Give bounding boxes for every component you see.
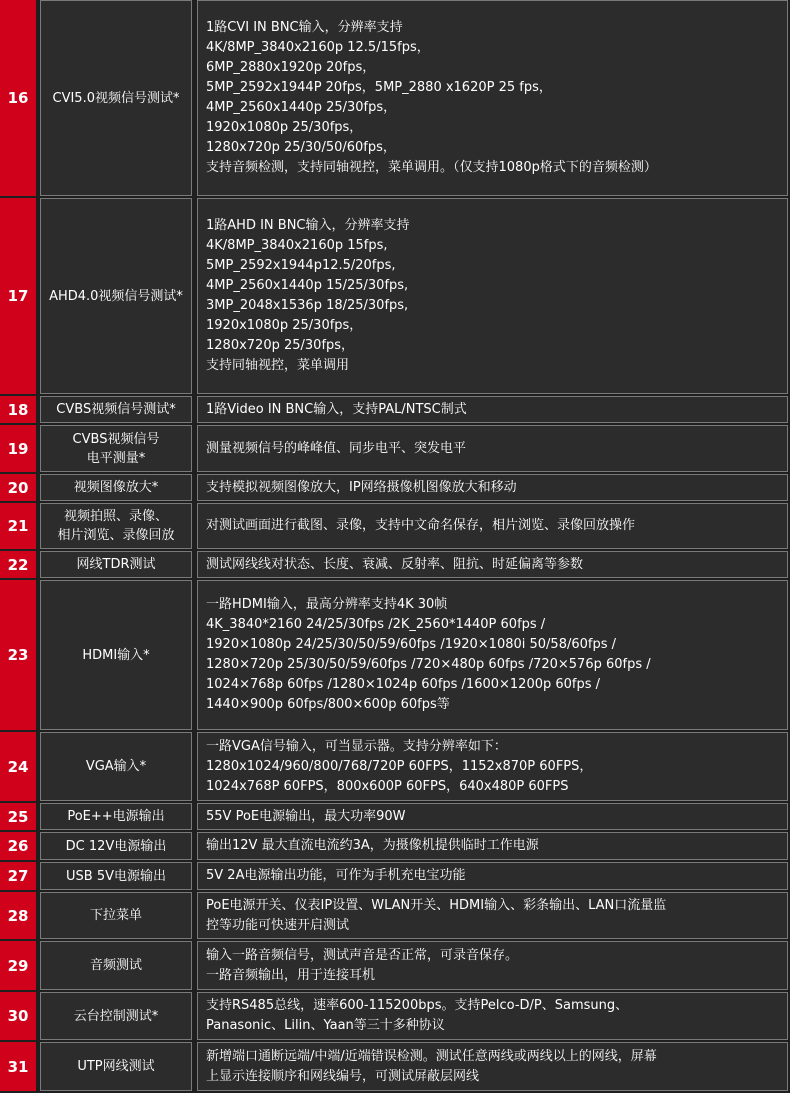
- feature-description: [197, 551, 788, 578]
- description-line: 输入一路音频信号，测试声音是否正常，可录音保存。: [206, 947, 519, 963]
- row-number: 25: [0, 803, 38, 830]
- description-line: 5MP_2592x1944p12.5/20fps,: [206, 258, 396, 273]
- description-line: 4K/8MP_3840x2160p 12.5/15fps，: [206, 40, 430, 55]
- description-line: 支持模拟视频图像放大，IP网络摄像机图像放大和移动: [206, 479, 517, 495]
- description-line: 4K_3840*2160 24/25/30fps /2K_2560*1440P 60fps /: [206, 617, 546, 632]
- table-row: [0, 396, 790, 425]
- feature-description: [197, 862, 788, 890]
- description-line: 新增端口通断远端/中端/近端错误检测。测试任意两线或两线以上的网线，屏幕: [206, 1048, 657, 1064]
- description-line: 上显示连接顺序和网线编号，可测试屏蔽层网线: [206, 1068, 480, 1084]
- feature-name: CVI5.0视频信号测试*: [40, 0, 192, 196]
- feature-description: [197, 503, 788, 549]
- table-row: [0, 551, 790, 580]
- row-number: 29: [0, 941, 38, 990]
- description-line: 1路CVI IN BNC输入，分辨率支持: [206, 20, 403, 35]
- feature-description: [197, 732, 788, 801]
- feature-name: CVBS视频信号测试*: [40, 396, 192, 423]
- feature-name: UTP网线测试: [40, 1042, 192, 1091]
- table-row: [0, 503, 790, 551]
- description-line: 1920x1080p 25/30fps，: [206, 318, 363, 333]
- feature-description: [197, 803, 788, 830]
- feature-description: [197, 198, 788, 394]
- description-line: 1路Video IN BNC输入，支持PAL/NTSC制式: [206, 401, 467, 417]
- description-line: 4MP_2560x1440p 25/30fps，: [206, 100, 397, 115]
- feature-description: [197, 580, 788, 730]
- description-line: 5V 2A电源输出功能，可作为手机充电宝功能: [206, 868, 466, 883]
- table-row: [0, 0, 790, 198]
- row-number: 30: [0, 992, 38, 1040]
- feature-description: [197, 0, 788, 196]
- description-line: 控等功能可快速开启测试: [206, 917, 350, 933]
- feature-description: [197, 892, 788, 939]
- feature-name: PoE++电源输出: [40, 803, 192, 830]
- description-line: 一路HDMI输入，最高分辨率支持4K 30帧: [206, 597, 448, 612]
- feature-description: [197, 474, 788, 501]
- description-line: 测量视频信号的峰峰值、同步电平、突发电平: [206, 440, 467, 456]
- description-line: 一路音频输出，用于连接耳机: [206, 967, 376, 983]
- feature-description: [197, 832, 788, 860]
- table-row: [0, 803, 790, 832]
- table-row: [0, 992, 790, 1042]
- row-number: 27: [0, 862, 38, 890]
- row-number: 26: [0, 832, 38, 860]
- row-number: 20: [0, 474, 38, 501]
- feature-name: 视频图像放大*: [40, 474, 192, 501]
- description-line: 1920×1080p 24/25/30/50/59/60fps /1920×1080i 50/58/60fps /: [206, 637, 617, 652]
- feature-description: [197, 941, 788, 990]
- row-number: 16: [0, 0, 38, 196]
- row-number: 23: [0, 580, 38, 730]
- feature-name: CVBS视频信号 电平测量*: [40, 425, 192, 472]
- description-line: Panasonic、Lilin、Yaan等三十多种协议: [206, 1018, 445, 1033]
- feature-name: AHD4.0视频信号测试*: [40, 198, 192, 394]
- row-number: 18: [0, 396, 38, 423]
- row-number: 21: [0, 503, 38, 549]
- description-line: 1280x1024/960/800/768/720P 60FPS，1152x870P 60FPS，: [206, 758, 593, 774]
- table-row: [0, 474, 790, 503]
- description-line: 1024x768P 60FPS，800x600P 60FPS，640x480P 60FPS: [206, 778, 569, 794]
- feature-name: DC 12V电源输出: [40, 832, 192, 860]
- description-line: 1920x1080p 25/30fps，: [206, 120, 363, 135]
- description-line: 3MP_2048x1536p 18/25/30fps,: [206, 298, 409, 313]
- table-row: [0, 580, 790, 732]
- feature-description: [197, 1042, 788, 1091]
- description-line: 输出12V 最大直流电流约3A，为摄像机提供临时工作电源: [206, 838, 539, 853]
- feature-description: [197, 396, 788, 423]
- description-line: 55V PoE电源输出，最大功率90W: [206, 808, 406, 824]
- description-line: 1024×768p 60fps /1280×1024p 60fps /1600×1200p 60fps /: [206, 677, 601, 692]
- row-number: 19: [0, 425, 38, 472]
- description-line: 支持音频检测，支持同轴视控，菜单调用。（仅支持1080p格式下的音频检测）: [206, 160, 657, 175]
- table-row: [0, 941, 790, 992]
- table-row: [0, 198, 790, 396]
- description-line: 6MP_2880x1920p 20fps，: [206, 60, 376, 75]
- description-line: 4MP_2560x1440p 15/25/30fps,: [206, 278, 409, 293]
- feature-name: HDMI输入*: [40, 580, 192, 730]
- description-line: 1280x720p 25/30fps，: [206, 338, 355, 353]
- feature-name: VGA输入*: [40, 732, 192, 801]
- feature-description: [197, 992, 788, 1040]
- table-row: [0, 862, 790, 892]
- row-number: 31: [0, 1042, 38, 1091]
- description-line: 1路AHD IN BNC输入，分辨率支持: [206, 218, 410, 233]
- row-number: 24: [0, 732, 38, 801]
- table-row: [0, 1042, 790, 1093]
- description-line: 1440×900p 60fps/800×600p 60fps等: [206, 697, 450, 712]
- row-number: 17: [0, 198, 38, 394]
- description-line: 支持RS485总线，速率600-115200bps。支持Pelco-D/P、Samsung、: [206, 998, 629, 1013]
- feature-name: 云台控制测试*: [40, 992, 192, 1040]
- row-number: 22: [0, 551, 38, 578]
- row-number: 28: [0, 892, 38, 939]
- description-line: 4K/8MP_3840x2160p 15fps,: [206, 238, 388, 253]
- feature-description: [197, 425, 788, 472]
- feature-name: 视频拍照、录像、 相片浏览、录像回放: [40, 503, 192, 549]
- table-row: [0, 832, 790, 862]
- description-line: 1280×720p 25/30/50/59/60fps /720×480p 60fps /720×576p 60fps /: [206, 657, 651, 672]
- feature-name: USB 5V电源输出: [40, 862, 192, 890]
- table-row: [0, 425, 790, 474]
- description-line: PoE电源开关、仪表IP设置、WLAN开关、HDMI输入、彩条输出、LAN口流量监: [206, 897, 667, 913]
- description-line: 1280x720p 25/30/50/60fps，: [206, 140, 396, 155]
- description-line: 支持同轴视控，菜单调用: [206, 358, 350, 373]
- description-line: 一路VGA信号输入，可当显示器。支持分辨率如下：: [206, 738, 507, 754]
- description-line: 对测试画面进行截图、录像，支持中文命名保存，相片浏览、录像回放操作: [206, 518, 636, 533]
- feature-name: 音频测试: [40, 941, 192, 990]
- feature-name: 下拉菜单: [40, 892, 192, 939]
- table-row: [0, 732, 790, 803]
- description-line: 测试网线线对状态、长度、衰减、反射率、阻抗、时延偏离等参数: [206, 556, 584, 572]
- feature-name: 网线TDR测试: [40, 551, 192, 578]
- description-line: 5MP_2592x1944P 20fps，5MP_2880 x1620P 25 fps，: [206, 80, 552, 95]
- table-row: [0, 892, 790, 941]
